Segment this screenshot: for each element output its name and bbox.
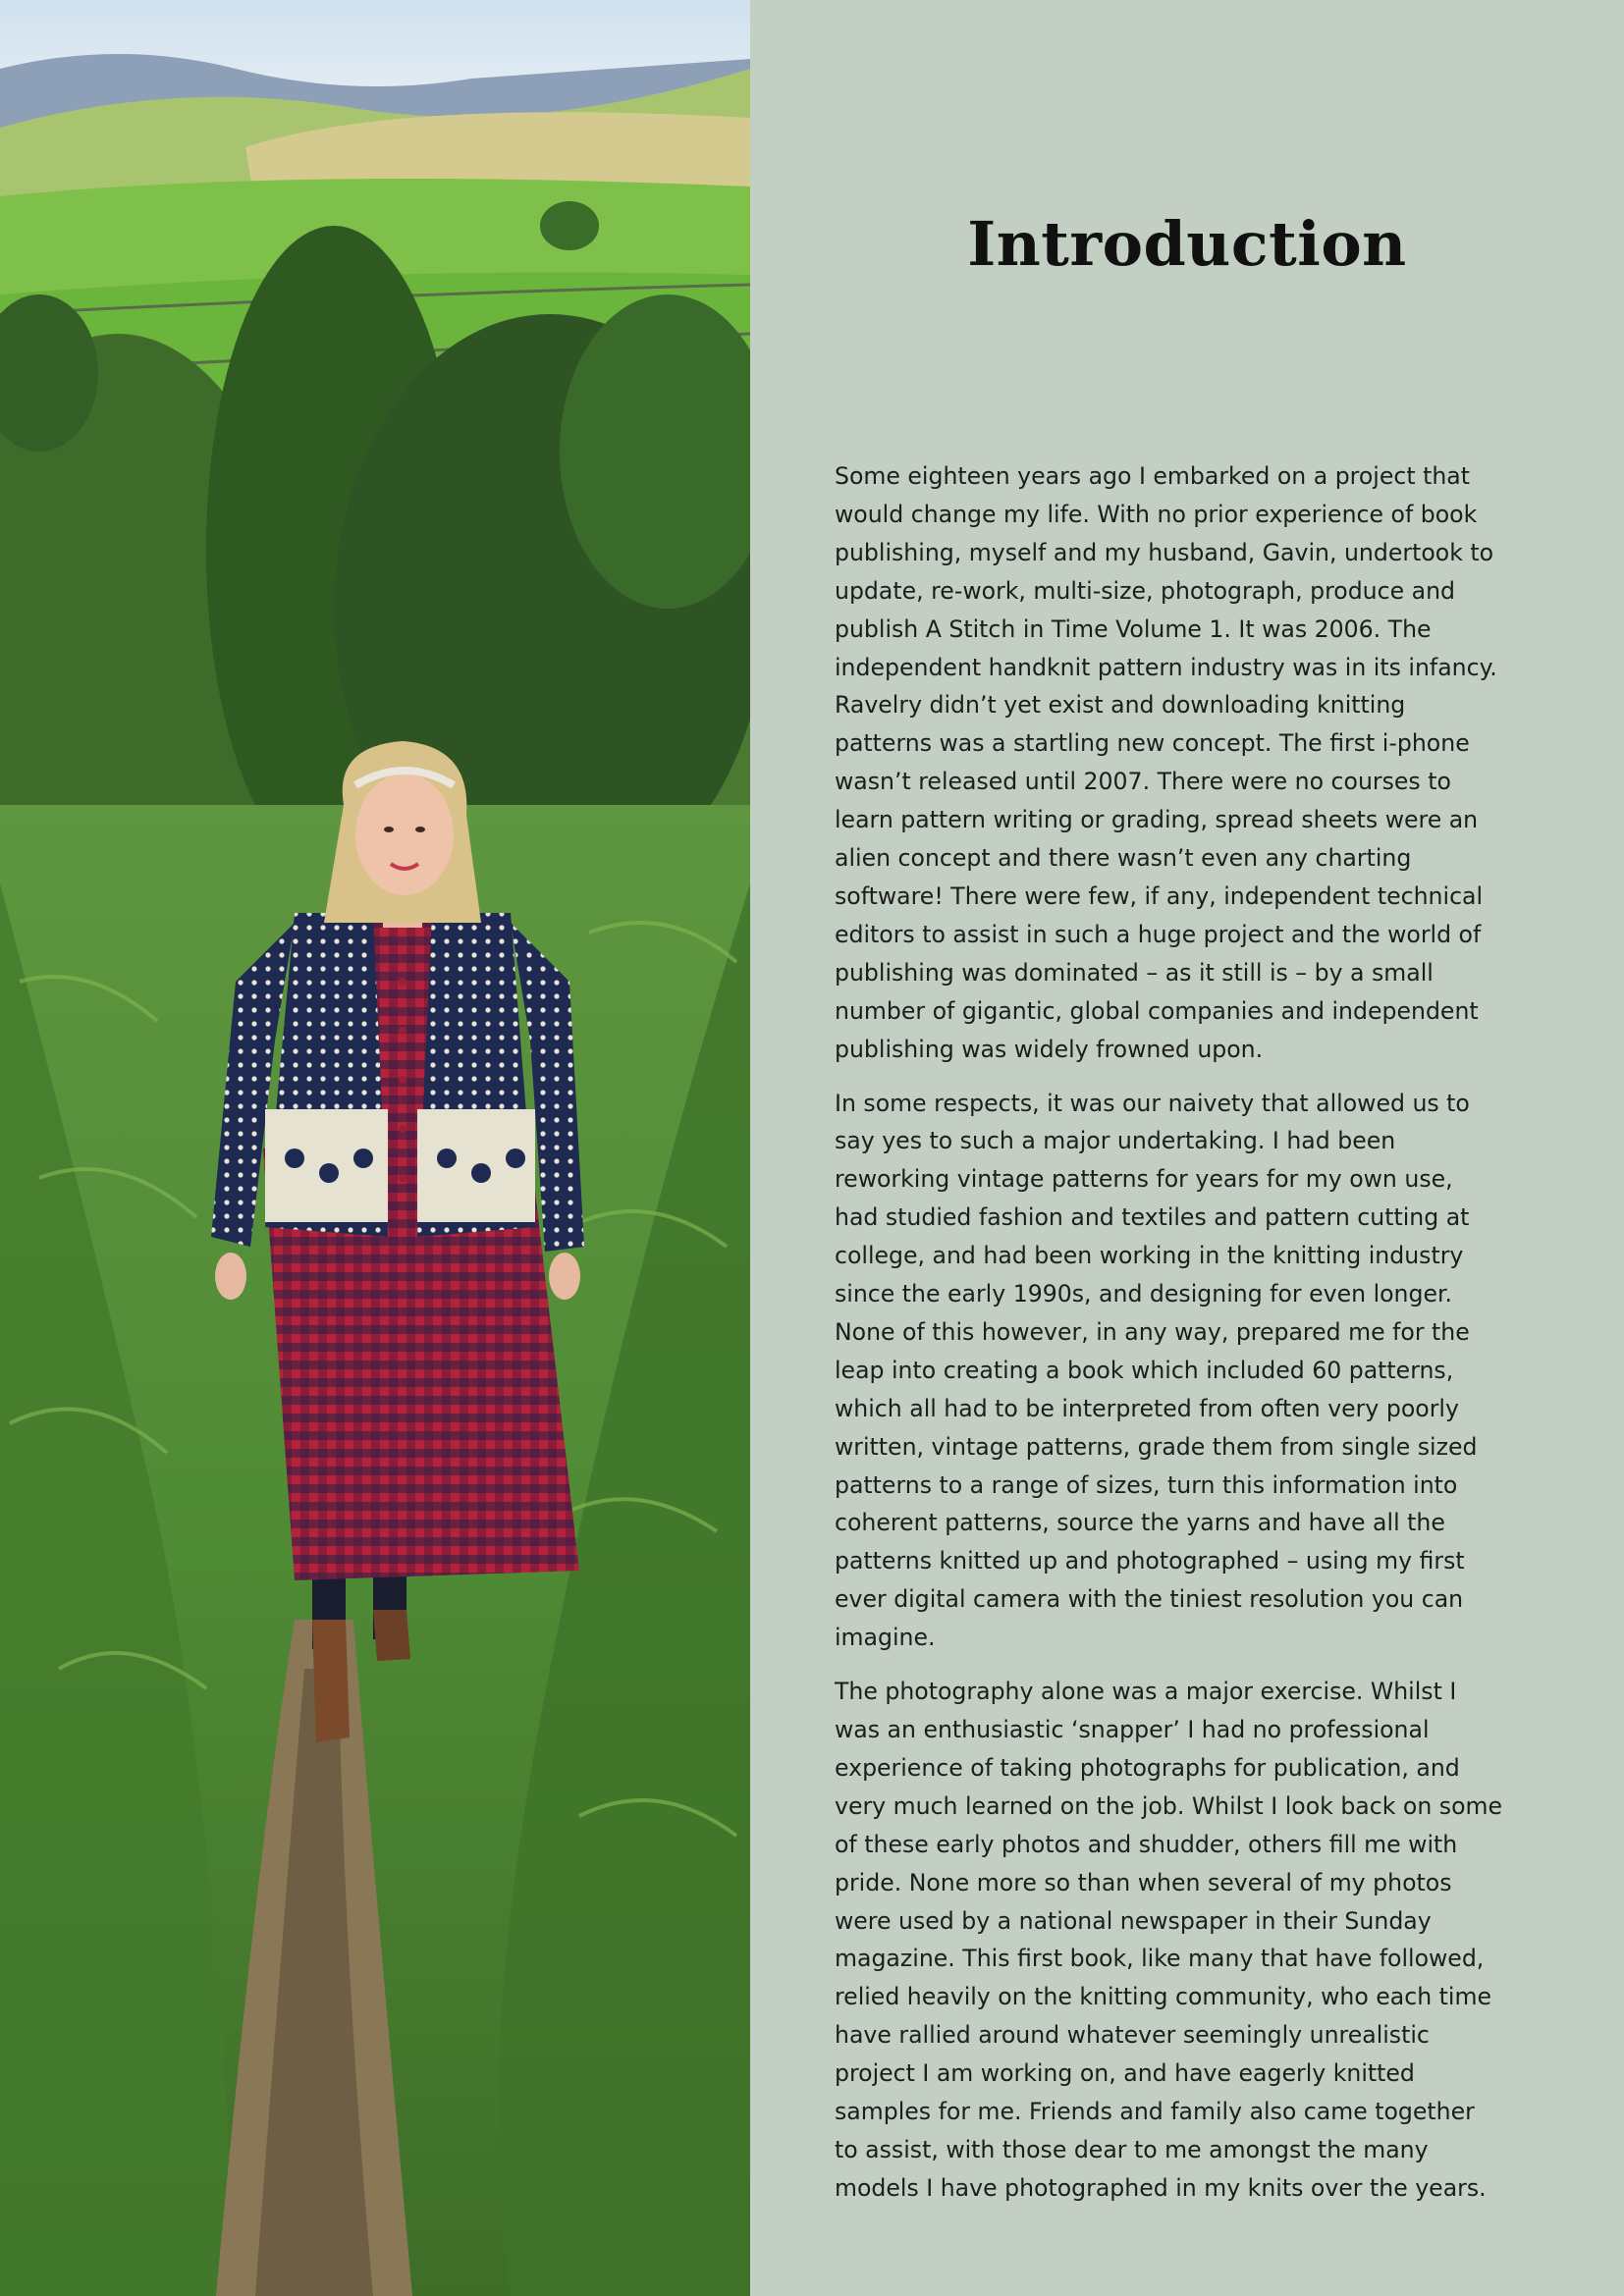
body-text <box>835 457 1502 2223</box>
cover-photo <box>0 0 750 2296</box>
page-title: Introduction <box>967 208 1407 280</box>
text-panel <box>750 0 1624 2296</box>
paragraph-2: In some respects, it was our naivety that allowed us to say yes to such a major undertaking. I had been reworking vintage patterns for years for my own use, had studied fashion and textiles and pattern cutting at college, and had been working in the knitting industry since the early 1990s, and designing for even longer. None of this however, in any way, prepared me for the leap into creating a book which included 60 patterns, which all had to be interpreted from often very poorly written, vintage patterns, grade them from single sized patterns to a range of sizes, turn this information into coherent patterns, source the yarns and have all the patterns knitted up and photographed – using my first ever digital camera with the tiniest resolution you can imagine. <box>835 1089 1478 1652</box>
photo-illustration <box>0 0 750 2296</box>
paragraph-3: The photography alone was a major exercise. Whilst I was an enthusiastic ‘snapper’ I had no professional experience of taking photographs for publication, and very much learned on the job. Whilst I look back on some of these early photos and shudder, others fill me with pride. None more so than when several of my photos were used by a national newspaper in their Sunday magazine. This first book, like many that have followed, relied heavily on the knitting community, who each time have rallied around whatever seemingly unrealistic project I am working on, and have eagerly knitted samples for me. Friends and family also came together to assist, with those dear to me amongst the many models I have photographed in my knits over the years. <box>835 1678 1503 2202</box>
paragraph-1: Some eighteen years ago I embarked on a project that would change my life. With no prior experience of book publishing, myself and my husband, Gavin, undertook to update, re-work, multi-size, photograph, produce and publish A Stitch in Time Volume 1. It was 2006. The independent handknit pattern industry was in its infancy. Ravelry didn’t yet exist and downloading knitting patterns was a startling new concept. The first i-phone wasn’t released until 2007. There were no courses to learn pattern writing or grading, spread sheets were an alien concept and there wasn’t even any charting software! There were few, if any, independent technical editors to assist in such a huge project and the world of publishing was dominated – as it still is – by a small number of gigantic, global companies and independent publishing was widely frowned upon. <box>835 462 1497 1063</box>
